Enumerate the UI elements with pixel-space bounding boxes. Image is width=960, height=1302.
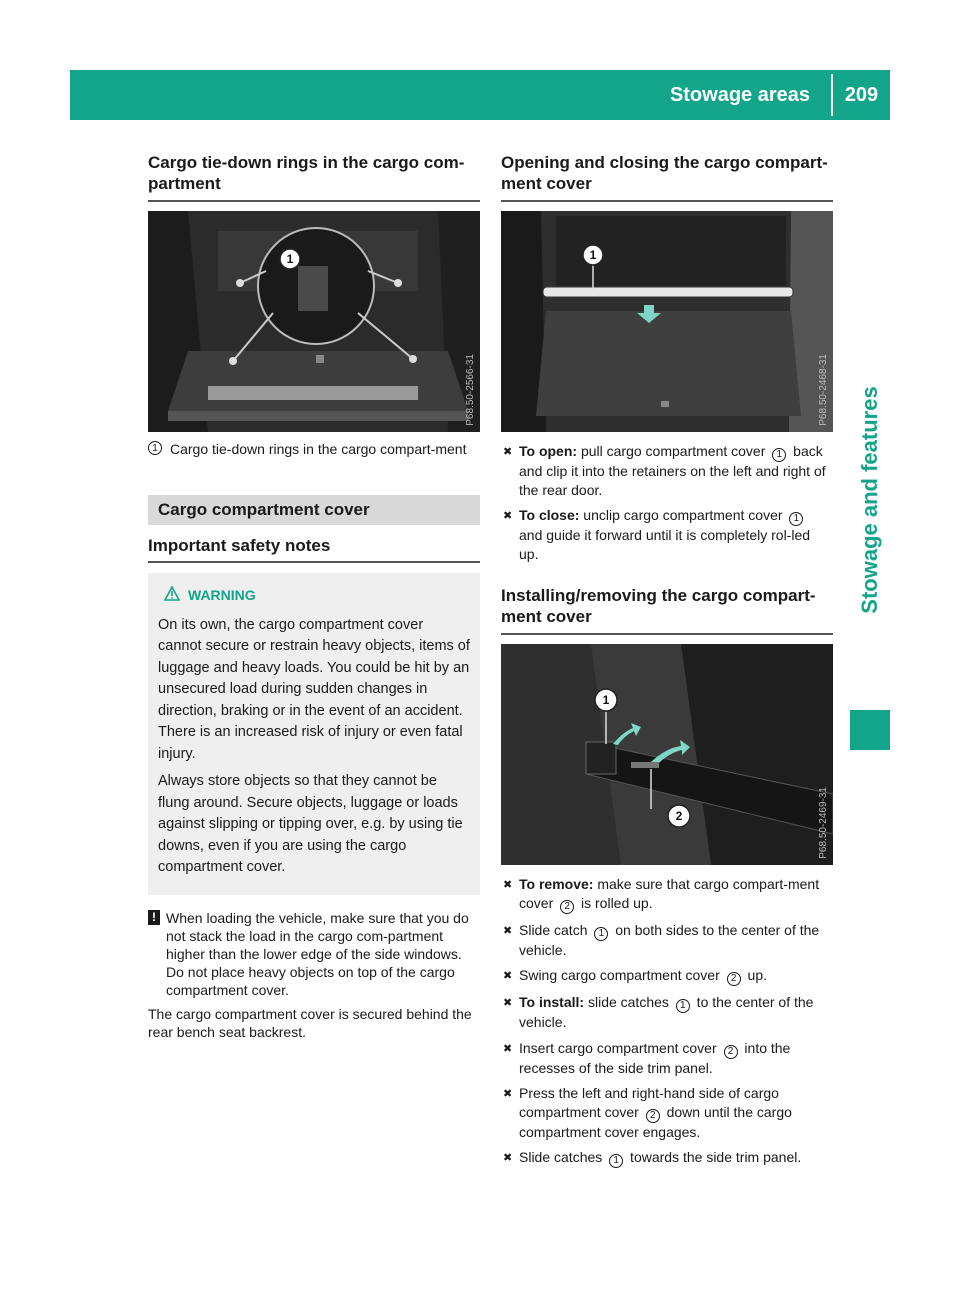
- step-item: ✖ To close: unclip cargo compartment cover 1 and guide it forward until it is completely rol-led up.: [503, 507, 811, 562]
- steps-open-close: [501, 442, 833, 563]
- figure-marker-2: 2: [675, 809, 683, 823]
- callout-number: 1: [609, 1154, 623, 1168]
- step-arrow-icon: ✖: [503, 1042, 513, 1055]
- figure-tie-down-rings: [148, 211, 480, 432]
- warning-box: [148, 573, 480, 895]
- callout-number: 1: [594, 927, 608, 941]
- steps-install-remove: [501, 875, 833, 1168]
- figure-marker-1: 1: [589, 248, 597, 262]
- callout-number: 2: [646, 1109, 660, 1123]
- left-column: [148, 152, 480, 1041]
- subheading-safety-notes: Important safety notes: [148, 535, 480, 563]
- heading-tie-down-rings: Cargo tie-down rings in the cargo com-partment: [148, 152, 480, 202]
- figure-code: P68.50-2566-31: [465, 354, 476, 426]
- step-item: ✖ To remove: make sure that cargo compart-ment cover 2 is rolled up.: [503, 876, 820, 912]
- figure-open-close: [501, 211, 833, 432]
- step-arrow-icon: ✖: [503, 970, 513, 982]
- cargo-cover-illustration: [501, 211, 833, 432]
- caption-text: Cargo tie-down rings in the cargo compart-ment: [170, 441, 467, 457]
- page-header: [70, 70, 890, 120]
- callout-number: 1: [676, 999, 690, 1013]
- step-item: ✖ Slide catches 1 towards the side trim panel.: [503, 1149, 802, 1166]
- step-arrow-icon: ✖: [503, 997, 513, 1009]
- figure-marker-1: 1: [602, 693, 610, 707]
- note-block: [148, 909, 480, 999]
- warning-paragraph-1: On its own, the cargo compartment cover cannot secure or restrain heavy objects, items of luggage and heavy loads. You could be hit by an unsecured load during sudden changes in direction, braking or in the event of an accident. There is an increased risk of injury or even fatal injury.: [158, 616, 470, 762]
- warning-triangle-icon: [164, 586, 180, 601]
- note-text: When loading the vehicle, make sure that you do not stack the load in the cargo com-partment higher than the lower edge of the side windows. Do not place heavy objects on top of the cargo compartment cover.: [166, 909, 469, 998]
- figure-marker-1: 1: [286, 252, 294, 266]
- body-paragraph: The cargo compartment cover is secured behind the rear bench seat backrest.: [148, 1005, 472, 1040]
- callout-number: 2: [560, 900, 574, 914]
- step-item: ✖ To install: slide catches 1 to the center of the vehicle.: [503, 994, 814, 1030]
- warning-paragraph-2: Always store objects so that they cannot be flung around. Secure objects, luggage or loads against slipping or tipping over, e.g. by using tie downs, even if you are using the cargo compartment cover.: [158, 773, 463, 875]
- caption-tie-down: [148, 440, 480, 458]
- figure-code: P68.50-2468-31: [818, 354, 829, 426]
- header-title: Stowage areas: [669, 84, 810, 106]
- step-item: ✖ Slide catch 1 on both sides to the center of the vehicle.: [503, 921, 820, 958]
- step-item: ✖ To open: pull cargo compartment cover 1 back and clip it into the retainers on the left and right of the rear door.: [503, 443, 826, 498]
- step-item: ✖ Swing cargo compartment cover 2 up.: [503, 967, 767, 984]
- figure-install-remove: [501, 644, 833, 865]
- side-tab-label: Stowage and features: [857, 386, 882, 614]
- callout-number: 1: [148, 441, 162, 455]
- tie-down-illustration: [148, 211, 480, 432]
- exclamation-icon: !: [148, 910, 160, 925]
- step-item: ✖ Insert cargo compartment cover 2 into the recesses of the side trim panel.: [503, 1039, 791, 1076]
- step-arrow-icon: ✖: [503, 1088, 513, 1100]
- page-number: 209: [844, 84, 879, 106]
- callout-number: 1: [789, 512, 803, 526]
- side-tab: [850, 300, 890, 700]
- step-arrow-icon: ✖: [503, 924, 513, 937]
- step-arrow-icon: ✖: [503, 446, 513, 458]
- callout-number: 2: [724, 1045, 738, 1059]
- side-tab-marker: [850, 710, 890, 750]
- right-column: [501, 152, 833, 1175]
- heading-open-close: Opening and closing the cargo compart-ment cover: [501, 152, 833, 202]
- callout-number: 1: [772, 448, 786, 462]
- section-title-cover: Cargo compartment cover: [148, 495, 480, 525]
- warning-title: WARNING: [188, 587, 256, 603]
- figure-code: P68.50-2469-31: [818, 787, 829, 859]
- step-arrow-icon: ✖: [503, 1152, 513, 1164]
- callout-number: 2: [727, 972, 741, 986]
- step-arrow-icon: ✖: [503, 879, 513, 891]
- warning-header: [158, 585, 470, 607]
- step-arrow-icon: ✖: [503, 510, 513, 522]
- step-item: ✖ Press the left and right-hand side of cargo compartment cover 2 down until the cargo compartment cover engages.: [503, 1085, 792, 1140]
- install-cover-illustration: [501, 644, 833, 865]
- heading-install-remove: Installing/removing the cargo compart-ment cover: [501, 585, 833, 635]
